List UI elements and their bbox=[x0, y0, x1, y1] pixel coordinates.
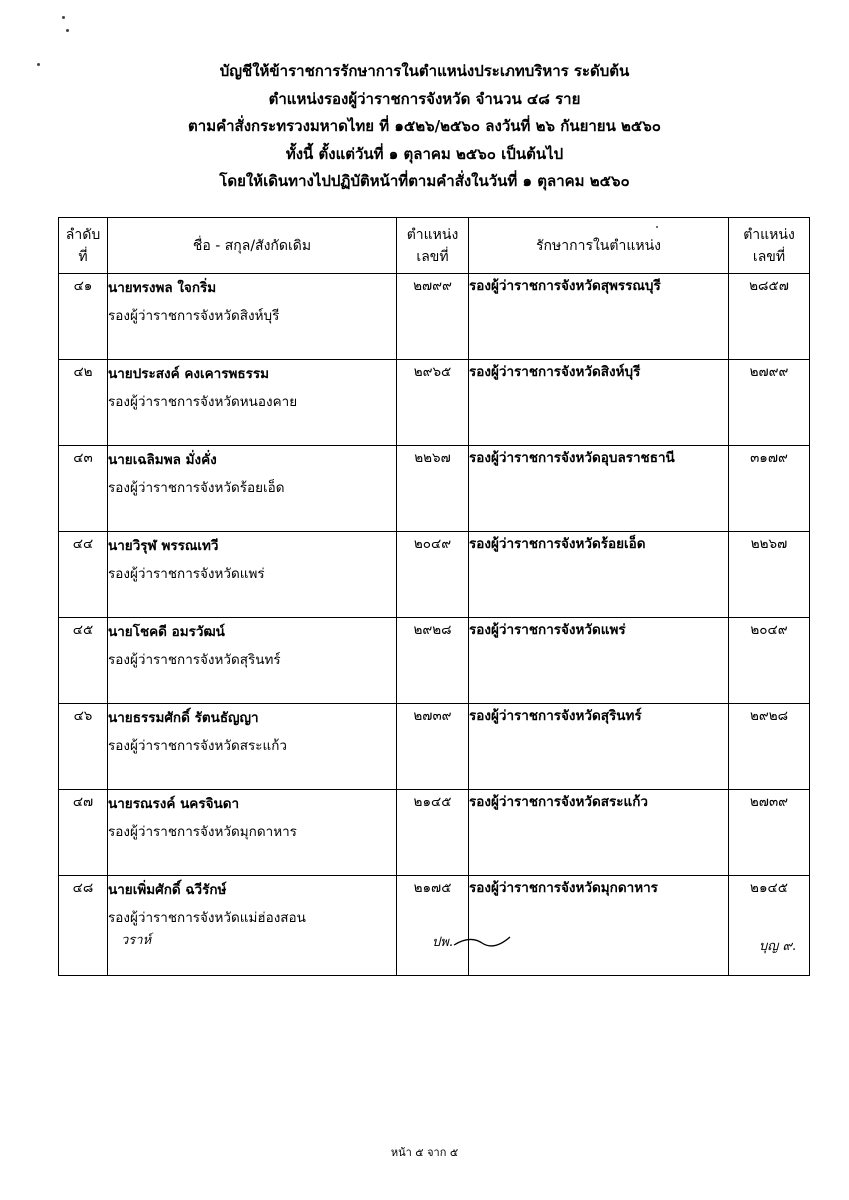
acting-position: รองผู้ว่าราชการจังหวัดสิงห์บุรี bbox=[469, 360, 729, 446]
acting-position: รองผู้ว่าราชการจังหวัดสระแก้ว bbox=[469, 790, 729, 876]
new-slot-number: ๒๑๔๕ bbox=[729, 876, 810, 976]
handwritten-initial: วราห์ bbox=[121, 933, 152, 948]
previous-position: รองผู้ว่าราชการจังหวัดร้อยเอ็ด bbox=[108, 480, 285, 496]
appointment-table bbox=[58, 217, 810, 976]
table-row bbox=[59, 532, 810, 618]
person-cell bbox=[108, 618, 397, 704]
scan-speck bbox=[62, 16, 65, 19]
new-slot-number: ๒๗๓๙ bbox=[729, 790, 810, 876]
row-number: ๔๘ bbox=[59, 876, 108, 976]
acting-header: รักษาการในตำแหน่ง bbox=[469, 218, 729, 274]
person-name: นายวิรุฬ พรรณเทวี bbox=[108, 538, 219, 554]
row-number: ๔๗ bbox=[59, 790, 108, 876]
handwritten-initial: บุญ ๙. bbox=[759, 939, 797, 954]
previous-position: รองผู้ว่าราชการจังหวัดสุรินทร์ bbox=[108, 652, 281, 668]
previous-slot-number: ๒๗๙๙ bbox=[397, 274, 469, 360]
table-row bbox=[59, 790, 810, 876]
name-header: ชื่อ - สกุล/สังกัดเดิม bbox=[108, 218, 397, 274]
row-number: ๔๑ bbox=[59, 274, 108, 360]
row-number: ๔๒ bbox=[59, 360, 108, 446]
row-number: ๔๔ bbox=[59, 532, 108, 618]
acting-position: รองผู้ว่าราชการจังหวัดอุบลราชธานี bbox=[469, 446, 729, 532]
table-row bbox=[59, 876, 810, 976]
new-slot-number: ๒๗๙๙ bbox=[729, 360, 810, 446]
slot-header: ตำแหน่ง เลขที่ bbox=[397, 218, 469, 274]
heading-line-1: บัญชีให้ข้าราชการรักษาการในตำแหน่งประเภทบริหาร ระดับต้น bbox=[219, 62, 630, 80]
previous-position: รองผู้ว่าราชการจังหวัดแม่ฮ่องสอน bbox=[108, 910, 306, 926]
new-slot-number: ๒๐๔๙ bbox=[729, 618, 810, 704]
previous-slot-number: ๒๙๖๕ bbox=[397, 360, 469, 446]
table-row bbox=[59, 704, 810, 790]
person-cell bbox=[108, 790, 397, 876]
page-number: หน้า ๕ จาก ๕ bbox=[390, 1146, 459, 1159]
new-slot-number: ๒๙๒๘ bbox=[729, 704, 810, 790]
person-name: นายรณรงค์ นครจินดา bbox=[108, 796, 240, 812]
person-cell bbox=[108, 532, 397, 618]
person-cell bbox=[108, 876, 397, 976]
table-header-row bbox=[59, 218, 810, 274]
previous-slot-number: ๒๐๔๙ bbox=[397, 532, 469, 618]
new-slot-header: ตำแหน่ง เลขที่ bbox=[729, 218, 810, 274]
previous-slot-number: ๒๙๒๘ bbox=[397, 618, 469, 704]
person-name: นายเพิ่มศักดิ์ ฉวีรักษ์ bbox=[108, 882, 227, 898]
person-cell bbox=[108, 274, 397, 360]
acting-position: รองผู้ว่าราชการจังหวัดแพร่ bbox=[469, 618, 729, 704]
acting-position: รองผู้ว่าราชการจังหวัดสุพรรณบุรี bbox=[469, 274, 729, 360]
acting-position: รองผู้ว่าราชการจังหวัดสุรินทร์ bbox=[469, 704, 729, 790]
previous-position: รองผู้ว่าราชการจังหวัดสระแก้ว bbox=[108, 738, 287, 754]
table-row bbox=[59, 274, 810, 360]
previous-position: รองผู้ว่าราชการจังหวัดแพร่ bbox=[108, 566, 265, 582]
person-name: นายทรงพล ใจกริ่ม bbox=[108, 280, 217, 296]
signature-stroke bbox=[452, 933, 512, 951]
previous-position: รองผู้ว่าราชการจังหวัดสิงห์บุรี bbox=[108, 308, 280, 324]
person-cell bbox=[108, 704, 397, 790]
acting-position: รองผู้ว่าราชการจังหวัดร้อยเอ็ด bbox=[469, 532, 729, 618]
person-cell bbox=[108, 446, 397, 532]
person-name: นายประสงค์ คงเคารพธรรม bbox=[108, 366, 269, 382]
heading-line-2: ตำแหน่งรองผู้ว่าราชการจังหวัด จำนวน ๔๘ ราย bbox=[268, 89, 581, 108]
person-name: นายธรรมศักดิ์ รัตนธัญญา bbox=[108, 710, 259, 726]
person-name: นายเฉลิมพล มั่งคั่ง bbox=[108, 452, 217, 468]
person-name: นายโชคดี อมรวัฒน์ bbox=[108, 624, 225, 640]
order-header: ลำดับ ที่ bbox=[59, 218, 108, 274]
previous-position: รองผู้ว่าราชการจังหวัดมุกดาหาร bbox=[108, 824, 297, 840]
heading-line-4: ทั้งนี้ ตั้งแต่วันที่ ๑ ตุลาคม ๒๕๖๐ เป็นต้นไป bbox=[285, 144, 564, 163]
heading-line-5: โดยให้เดินทางไปปฏิบัติหน้าที่ตามคำสั่งในวันที่ ๑ ตุลาคม ๒๕๖๐ bbox=[219, 172, 630, 190]
person-cell bbox=[108, 360, 397, 446]
previous-slot-number: ๒๗๓๙ bbox=[397, 704, 469, 790]
new-slot-number: ๒๒๖๗ bbox=[729, 532, 810, 618]
new-slot-number: ๓๑๗๙ bbox=[729, 446, 810, 532]
scan-speck bbox=[66, 29, 69, 32]
previous-slot-number: ๒๑๔๕ bbox=[397, 790, 469, 876]
new-slot-number: ๒๘๕๗ bbox=[729, 274, 810, 360]
acting-position: รองผู้ว่าราชการจังหวัดมุกดาหาร bbox=[469, 876, 729, 976]
row-number: ๔๕ bbox=[59, 618, 108, 704]
previous-slot-number: ๒๒๖๗ bbox=[397, 446, 469, 532]
table-row bbox=[59, 446, 810, 532]
row-number: ๔๓ bbox=[59, 446, 108, 532]
previous-slot-number: ๒๑๗๕ bbox=[397, 876, 469, 976]
handwritten-initial: ปพ. bbox=[432, 935, 453, 950]
table-row bbox=[59, 360, 810, 446]
document-heading bbox=[0, 58, 849, 196]
heading-line-3: ตามคำสั่งกระทรวงมหาดไทย ที่ ๑๕๒๖/๒๕๖๐ ลงวันที่ ๒๖ กันยายน ๒๕๖๐ bbox=[188, 117, 661, 135]
table-row bbox=[59, 618, 810, 704]
previous-position: รองผู้ว่าราชการจังหวัดหนองคาย bbox=[108, 394, 298, 410]
row-number: ๔๖ bbox=[59, 704, 108, 790]
